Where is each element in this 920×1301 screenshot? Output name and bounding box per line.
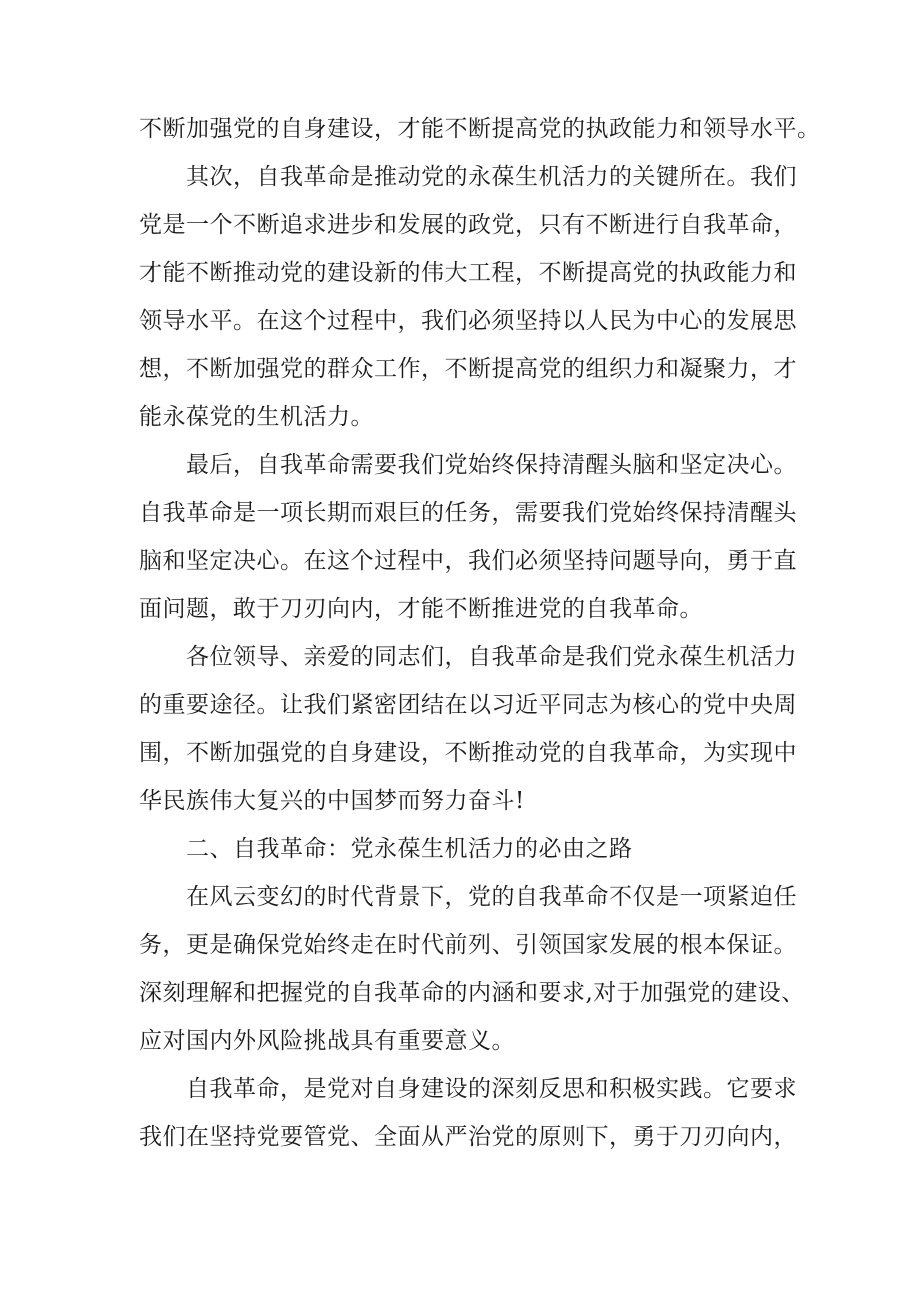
body-line: 面问题，敢于刀刃向内，才能不断推进党的自我革命。 xyxy=(139,596,703,622)
paragraph-first-line: 其次，自我革命是推动党的永葆生机活力的关键所在。我们 xyxy=(186,164,797,190)
body-line: 我们在坚持党要管党、全面从严治党的原则下，勇于刀刃向内， xyxy=(139,1124,797,1150)
paragraph-first-line: 各位领导、亲爱的同志们，自我革命是我们党永葆生机活力 xyxy=(186,644,797,670)
body-line: 才能不断推动党的建设新的伟大工程，不断提高党的执政能力和 xyxy=(139,260,797,286)
body-line: 不断加强党的自身建设，才能不断提高党的执政能力和领导水平。 xyxy=(139,116,821,142)
body-line: 能永葆党的生机活力。 xyxy=(139,404,374,430)
body-line: 围，不断加强党的自身建设，不断推动党的自我革命，为实现中 xyxy=(139,740,797,766)
paragraph-first-line: 在风云变幻的时代背景下，党的自我革命不仅是一项紧迫任 xyxy=(186,884,797,910)
body-line: 应对国内外风险挑战具有重要意义。 xyxy=(139,1028,515,1054)
paragraph-first-line: 最后，自我革命需要我们党始终保持清醒头脑和坚定决心。 xyxy=(186,452,797,478)
body-line: 的重要途径。让我们紧密团结在以习近平同志为核心的党中央周 xyxy=(139,692,797,718)
body-line: 华民族伟大复兴的中国梦而努力奋斗! xyxy=(139,788,525,814)
section-heading: 二、自我革命：党永葆生机活力的必由之路 xyxy=(186,836,633,862)
body-line: 想，不断加强党的群众工作，不断提高党的组织力和凝聚力，才 xyxy=(139,356,797,382)
body-line: 党是一个不断追求进步和发展的政党，只有不断进行自我革命， xyxy=(139,212,797,238)
body-line: 自我革命是一项长期而艰巨的任务，需要我们党始终保持清醒头 xyxy=(139,500,797,526)
body-line: 脑和坚定决心。在这个过程中，我们必须坚持问题导向，勇于直 xyxy=(139,548,797,574)
body-line: 深刻理解和把握党的自我革命的内涵和要求,对于加强党的建设、 xyxy=(139,980,805,1006)
paragraph-first-line: 自我革命，是党对自身建设的深刻反思和积极实践。它要求 xyxy=(186,1076,797,1102)
body-line: 务，更是确保党始终走在时代前列、引领国家发展的根本保证。 xyxy=(139,932,797,958)
body-line: 领导水平。在这个过程中，我们必须坚持以人民为中心的发展思 xyxy=(139,308,797,334)
